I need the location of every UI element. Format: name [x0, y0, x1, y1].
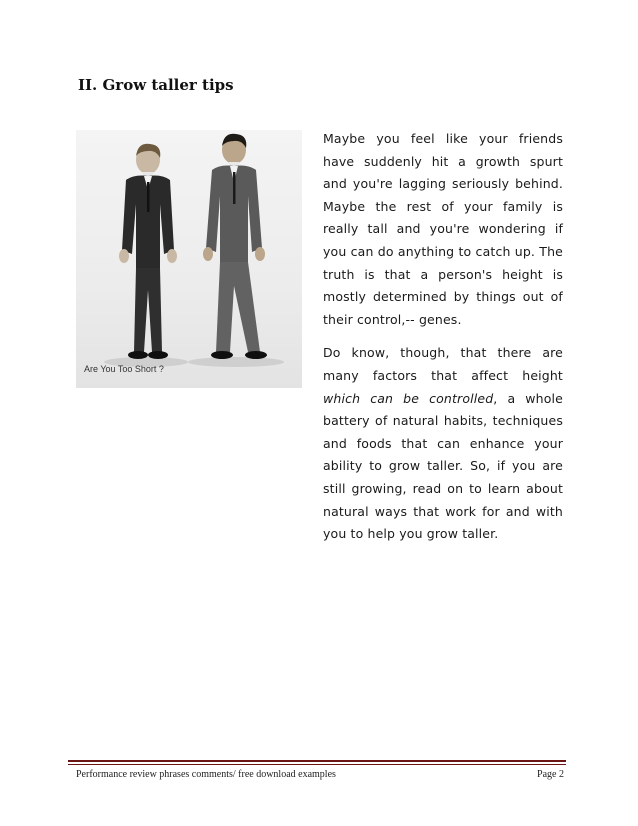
paragraph-2-start: Do know, though, that there are many factors that affect height	[323, 345, 563, 383]
paragraph-1: Maybe you feel like your friends have suddenly hit a growth spurt and you're lagging seriously behind. Maybe the rest of your family is really tall and you're wondering if you can do anything to catch up. The truth is that a person's height is mostly determined by things out of their control,-- genes.	[323, 131, 563, 327]
footer-title: Performance review phrases comments/ free download examples	[76, 769, 336, 780]
photo-illustration	[76, 130, 302, 388]
paragraph-2-end: , a whole battery of natural habits, techniques and foods that can enhance your ability to grow taller. So, if you are still growing, read on to learn about natural ways that work for and with you to help you grow taller.	[323, 390, 563, 542]
section-heading: II. Grow taller tips	[78, 76, 234, 94]
short-man-figure	[119, 144, 177, 359]
photo-two-men	[76, 130, 302, 388]
photo-caption: Are You Too Short ?	[84, 364, 164, 374]
paragraph-2-emphasis: which can be controlled	[323, 390, 494, 406]
page-number: Page 2	[537, 769, 564, 780]
paragraph-2	[323, 342, 563, 545]
tall-man-figure	[203, 134, 267, 359]
body-text-column	[323, 128, 563, 557]
footer-rule-thin	[68, 764, 566, 765]
footer-rule	[68, 760, 566, 762]
